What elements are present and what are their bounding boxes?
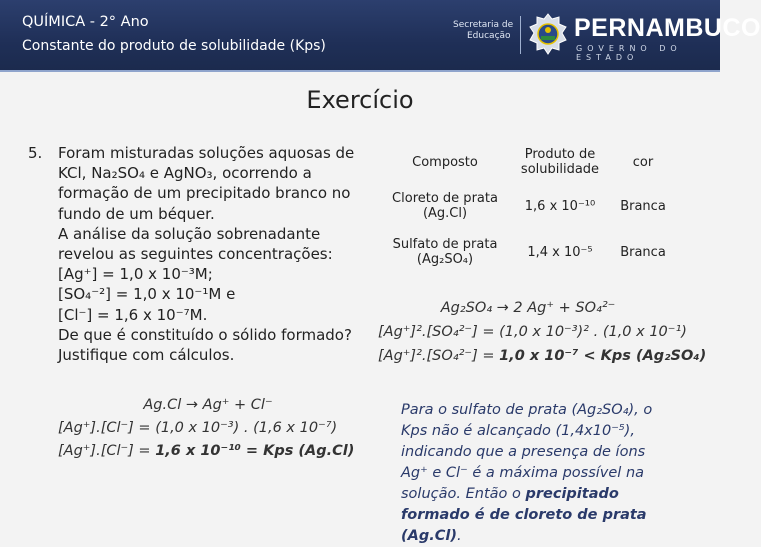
question-line: Justifique com cálculos. — [58, 346, 235, 365]
header-bar — [0, 0, 761, 72]
question-line: Foram misturadas soluções aquosas de — [58, 144, 355, 162]
course-title: QUÍMICA - 2° Ano — [22, 14, 149, 30]
question-line: De que é constituído o sólido formado? — [58, 325, 352, 344]
table-cell: 1,6 x 10⁻¹⁰ — [524, 198, 596, 214]
conclusion-part: Para o sulfato de prata (Ag₂SO₄), o Kps não é alcançado (1,4x10⁻⁵), indicando que a presença de íons Ag⁺ e Cl⁻ é a máxima possível na solução. Então o — [401, 402, 653, 502]
state-crest-icon — [528, 13, 568, 55]
ag2so4-equation: Ag₂SO₄ → 2 Ag⁺ + SO₄²⁻ — [440, 300, 616, 316]
table-header-cell: Produto de solubilidade — [520, 147, 600, 177]
agcl-equation: Ag.Cl → Ag⁺ + Cl⁻ — [143, 397, 273, 413]
question-line: [SO₄⁻²] = 1,0 x 10⁻¹M e — [58, 285, 236, 304]
agcl-step2-prefix: [Ag⁺].[Cl⁻] = — [58, 443, 156, 459]
ag2so4-step1: [Ag⁺]².[SO₄²⁻] = (1,0 x 10⁻³)² . (1,0 x 10⁻¹) — [378, 324, 687, 340]
table-cell: Branca — [620, 244, 666, 260]
solubility-table — [380, 141, 676, 275]
secretaria-label — [453, 20, 513, 42]
question-line: [Cl⁻] = 1,6 x 10⁻⁷M. — [58, 305, 208, 324]
agcl-step1: [Ag⁺].[Cl⁻] = (1,0 x 10⁻³) . (1,6 x 10⁻⁷) — [58, 420, 338, 436]
question-line: [Ag⁺] = 1,0 x 10⁻³M; — [58, 265, 213, 284]
question-line: formação de um precipitado branco no — [58, 184, 351, 203]
question-line: A análise da solução sobrenadante — [58, 224, 321, 243]
page-title: Exercício — [306, 86, 414, 114]
table-row — [380, 183, 676, 229]
ag2so4-step2-result: 1,0 x 10⁻⁷ < Kps (Ag₂SO₄) — [499, 348, 707, 364]
table-cell: Cloreto de prata (Ag.Cl) — [392, 191, 498, 221]
ag2so4-step2 — [378, 344, 707, 368]
table-cell: Branca — [620, 198, 666, 214]
question-text — [58, 143, 358, 365]
table-cell: 1,4 x 10⁻⁵ — [527, 244, 593, 260]
secretaria-line2: Educação — [467, 31, 511, 41]
brand-name: PERNAMBUCO — [574, 14, 761, 42]
ag2so4-step2-prefix: [Ag⁺]².[SO₄²⁻] = — [378, 348, 500, 364]
header-separator — [0, 70, 720, 72]
agcl-step2-result: 1,6 x 10⁻¹⁰ = Kps (Ag.Cl) — [155, 443, 355, 459]
question-number: 5. — [28, 144, 43, 162]
agcl-calculation — [58, 394, 358, 463]
conclusion-end: . — [456, 528, 462, 544]
ag2so4-calculation — [378, 296, 707, 368]
agcl-step2 — [58, 440, 358, 463]
table-cell: Sulfato de prata (Ag₂SO₄) — [392, 237, 498, 267]
table-header-cell: Composto — [412, 154, 478, 170]
secretaria-line1: Secretaria de — [453, 20, 514, 30]
question-line: revelou as seguintes concentrações: — [58, 245, 333, 264]
logo-divider — [520, 16, 521, 54]
question-line: KCl, Na₂SO₄ e AgNO₃, ocorrendo a — [58, 164, 312, 183]
conclusion-text — [401, 400, 671, 547]
table-row — [380, 229, 676, 275]
lesson-subtitle: Constante do produto de solubilidade (Kps) — [22, 38, 326, 54]
question-line: fundo de um béquer. — [58, 204, 215, 223]
brand-subtitle: GOVERNO DO ESTADO — [576, 44, 682, 62]
table-header-row — [380, 141, 676, 183]
table-header-cell: cor — [632, 154, 654, 170]
conclusion-bold: precipitado formado é de cloreto de prata (Ag.Cl) — [401, 486, 647, 544]
